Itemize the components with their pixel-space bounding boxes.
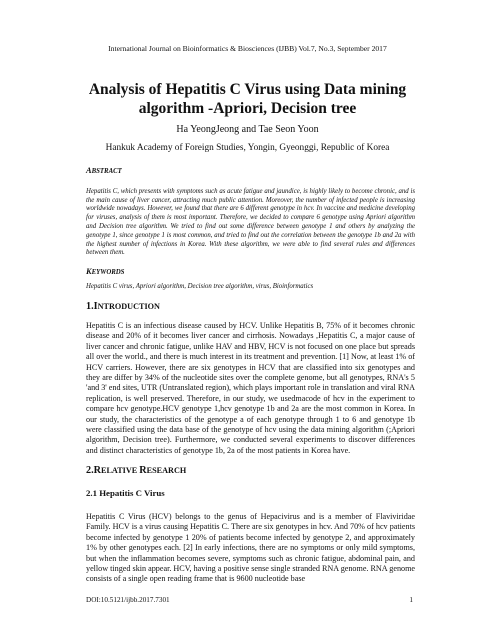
- section-related-research-heading: [86, 465, 186, 476]
- keywords-heading-initial: K: [86, 267, 92, 276]
- abstract-text: Hepatitis C, which presents with symptoms such as acute fatigue and jaundice, is highly likely to become chronic, and is the main cause of liver cancer, attracting much public attention. Moreover, the number of infected people is increasing worldwide nowadays. However, we found that there are 6 different genotype in hcv. In vaccine and medicine developing for viruses, analysis of them is most important. Therefore, we decided to compare 6 genotype using Apriori algorithm and Decision tree algorithm. We tried to find out some difference between genotype 1 and others by analyzing the genotype 1, since genotype 1 is most common, and tried to find out the correlation between the genotype 1b and 2a with the highest number of infections in Korea. With these algorithm, we were able to find several rules and differences between them.: [86, 187, 415, 257]
- title-line-1: Analysis of Hepatitis C Virus using Data mining: [88, 81, 407, 98]
- abstract-heading-rest: BSTRACT: [91, 168, 122, 175]
- hcv-paragraph: Hepatitis C Virus (HCV) belongs to the genus of Hepacivirus and is a member of Flaviviridae Family. HCV is a virus causing Hepatitis C. There are six genotypes in hcv. And 70% of hcv patients become infected by genotype 1 20% of patients become infected by genotype 2, and approximately 1% by other genotypes each. [2] In early infections, there are no symptoms or only mild symptoms, but when the inflammation becomes severe, symptoms such as chronic fatigue, abdominal pain, and yellow tinged skin appear. HCV, having a positive sense single stranded RNA genome. RNA genome consists of a single open reading frame that is 9600 nucleotide base: [86, 512, 415, 584]
- doi: DOI:10.5121/ijbb.2017.7301: [86, 596, 170, 604]
- related-heading-initial: 2.R: [86, 465, 101, 476]
- related-heading-second-initial: R: [139, 465, 147, 476]
- related-heading-rest: ESEARCH: [146, 466, 187, 475]
- introduction-paragraph: Hepatitis C is an infectious disease caused by HCV. Unlike Hepatitis B, 75% of it becomes chronic disease and 20% of it becomes liver cancer and cirrhosis. Nowadays ,Hepatitis C, a major cause of liver cancer and chronic fatigue, unlike HAV and HBV, HCV is not focused on one place but spreads all over the world., and there is much interest in its treatment and prevention. [1] Now, at least 1% of HCV carriers. However, there are six genotypes in HCV that are classified into six genotypes and they are differ by 34% of the nucleotide sites over the complete genome, but all genotypes, RNA's 5 'and 3' end sites, UTR (Untranslated region), which plays important role in translation and viral RNA replication, is well preserved. Therefore, in our study, we usedmacode of hcv in the experiment to compare hcv genotype.HCV genotype 1,hcv genotype 1b and 2a are the most common in Korea. In our study, the characteristics of the genotype a of each genotype through 1 to 6 and genotype 1b were classified using the data base of the genotype of hcv using the data mining algorithm (;Apriori algorithm, Decision tree). Furthermore, we conducted several experiments to discover differences and distinct characteristics of genotype 1b, 2a of the most patients in Korea have.: [86, 321, 415, 455]
- affiliation: Hankuk Academy of Foreign Studies, Yongin, Gyeonggi, Republic of Korea: [105, 143, 390, 153]
- abstract-heading-initial: A: [86, 166, 92, 175]
- running-head: International Journal on Bioinformatics & Biosciences (IJBB) Vol.7, No.3, September 2017: [108, 44, 387, 53]
- subsection-hcv-heading: 2.1 Hepatitis C Virus: [86, 488, 165, 498]
- keywords-heading: [86, 267, 124, 276]
- page-number: 1: [409, 596, 413, 604]
- paper-title: [40, 80, 455, 118]
- intro-heading-initial: 1.I: [86, 301, 98, 312]
- keywords-heading-rest: EYWORDS: [91, 269, 125, 276]
- keywords-text: Hepatitis C virus, Apriori algorithm, Decision tree algorithm, virus, Bioinformatics: [86, 283, 314, 290]
- authors: Ha YeongJeong and Tae Seon Yoon: [176, 124, 319, 135]
- related-heading-mid: ELATIVE: [101, 466, 140, 475]
- abstract-heading: [86, 166, 122, 175]
- section-introduction-heading: [86, 301, 160, 312]
- intro-heading-rest: NTRODUCTION: [97, 302, 160, 311]
- title-line-2: algorithm -Apriori, Decision tree: [138, 100, 357, 117]
